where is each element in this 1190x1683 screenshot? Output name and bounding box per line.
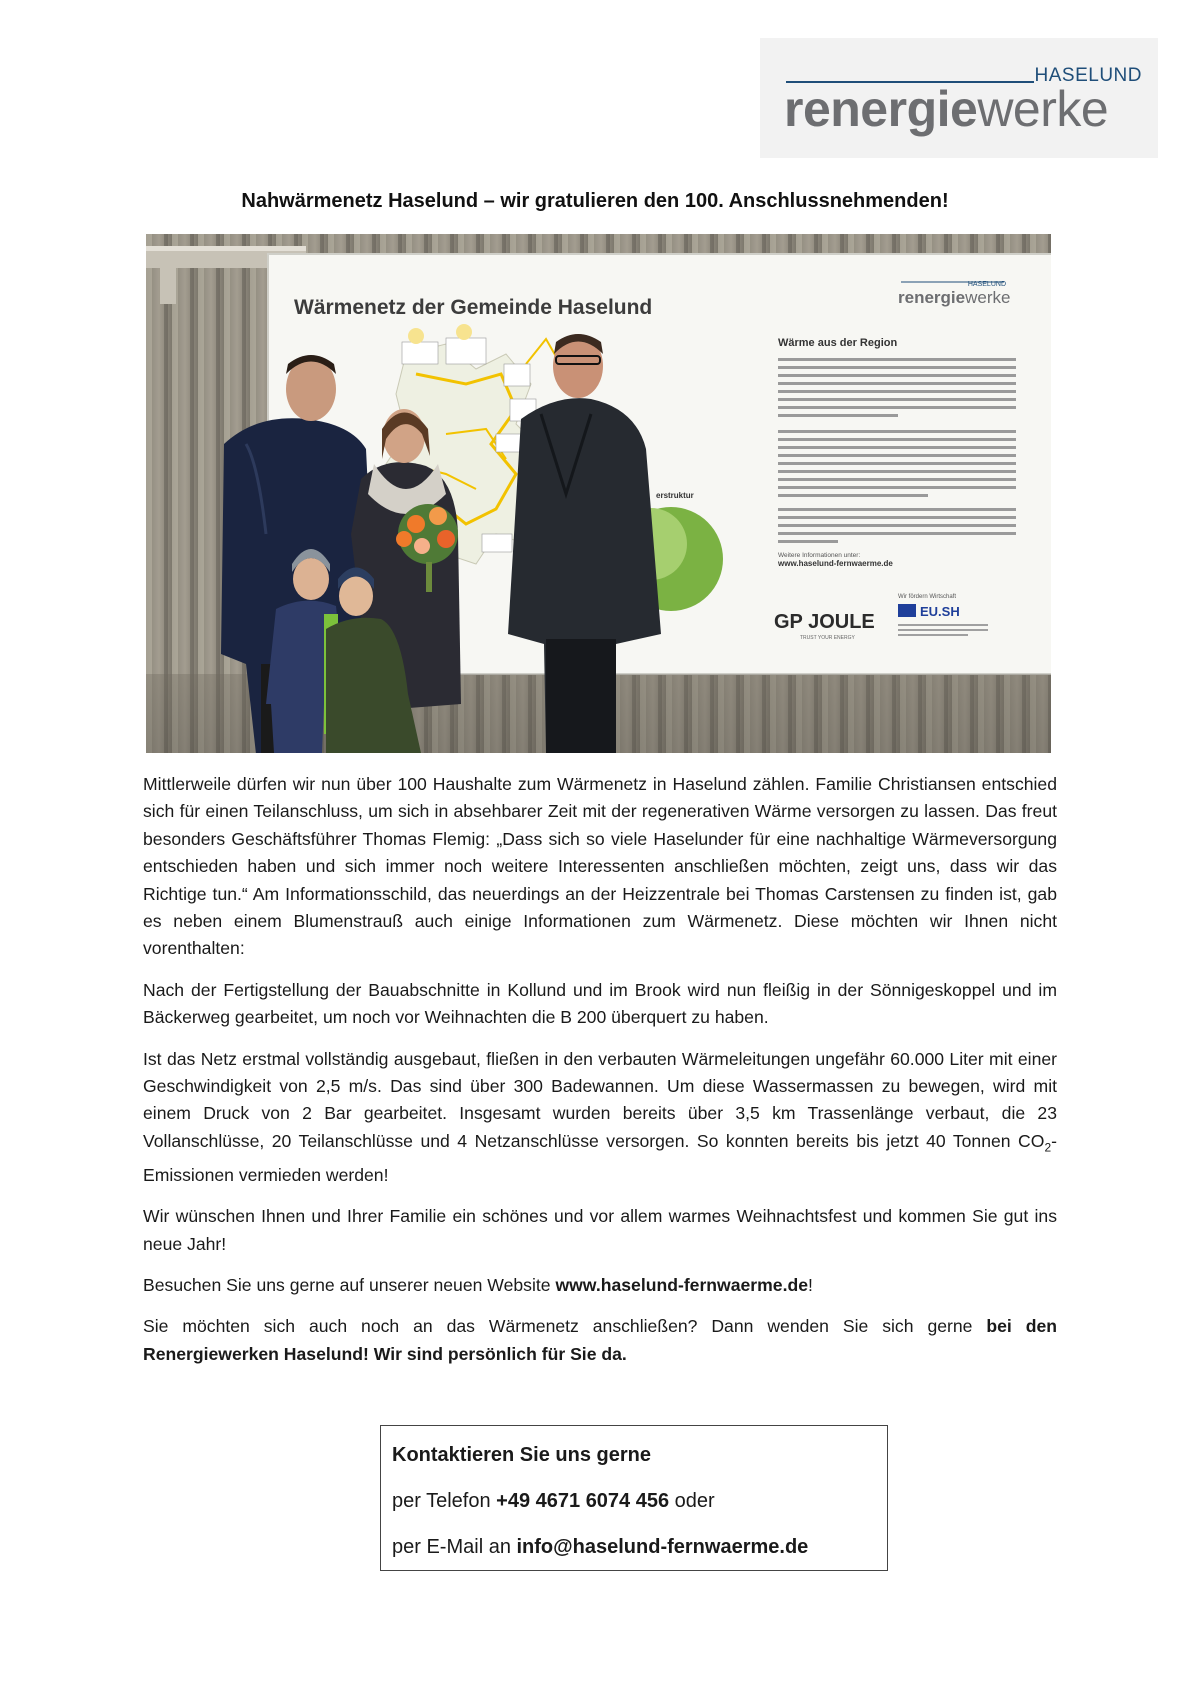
paragraph-greetings: Wir wünschen Ihnen und Ihrer Familie ein schönes und vor allem warmes Weihnachtsfest und kommen Sie gut ins neue Jahr!: [143, 1206, 1057, 1254]
contact-heading: Kontaktieren Sie uns gerne: [392, 1444, 651, 1466]
sign-web-label: Weitere Informationen unter:: [778, 552, 861, 559]
network-facts-text: Ist das Netz erstmal vollständig ausgebaut, fließen in den verbauten Wärmeleitungen ungefähr 60.000 Liter mit einer Geschwindigkeit von 2,5 m/s. Das sind über 300 Badewannen. Um diese Wassermassen zu bewegen, wird mit einem Druck von 2 Bar gearbeitet. Insgesamt wurden bereits über 3,5 km Trassenlänge verbaut, die 23 Vollanschlüsse, 20 Teilanschlüsse und 4 Netzanschlüsse versorgen. So konnten bereits bis jetzt 40 Tonnen CO: [143, 1048, 1057, 1151]
contact-box: [380, 1425, 888, 1571]
page-title: Nahwärmenetz Haselund – wir gratulieren den 100. Anschlussnehmenden!: [241, 190, 949, 212]
paragraph-intro: Mittlerweile dürfen wir nun über 100 Haushalte zum Wärmenetz in Haselund zählen. Familie Christiansen entschied sich für einen Teilanschluss, um sich in absehbarer Zeit mit der regenerativen Wärme versorgen zu lassen. Das freut besonders Geschäftsführer Thomas Flemig: „Dass sich so viele Haselunder für eine nachhaltige Wärmeversorgung entschieden haben und sich immer noch weitere Interessenten anschließen möchten, zeigt uns, dass wir das Richtige tun.“ Am Informationsschild, das neuerdings an der Heizzentrale bei Thomas Carstensen zu finden ist, gab es neben einem Blumenstrauß auch einige Informationen zum Wärmenetz. Diese möchten wir Ihnen nicht vorenthalten:: [143, 774, 1057, 959]
paragraph-construction: Nach der Fertigstellung der Bauabschnitte in Kollund und im Brook wird nun fleißig in der Sönnigeskoppel und im Bäckerweg gearbeitet, um noch vor Weihnachten die B 200 überquert zu haben.: [143, 979, 1057, 1028]
sponsor-eush: EU.SH: [920, 604, 960, 619]
logo-name: [784, 81, 1109, 137]
sign-heading: Wärme aus der Region: [778, 337, 898, 349]
join-text: Sie möchten sich auch noch an das Wärmenetz anschließen? Dann wenden Sie sich gerne: [143, 1316, 987, 1337]
logo-name-bold: renergie: [784, 81, 978, 137]
contact-email[interactable]: info@haselund-fernwaerme.de: [516, 1536, 809, 1558]
join-bold-text: bei den Renergiewerken Haselund! Wir sind persönlich für Sie da.: [143, 1316, 1057, 1364]
network-facts-text-end: -Emissionen vermieden werden!: [143, 1130, 1057, 1185]
sign-logo-bold: renergie: [898, 288, 966, 307]
svg-text:renergiewerke: [898, 288, 1010, 307]
sign-logo-light: werke: [965, 288, 1011, 307]
company-logo: [760, 38, 1158, 158]
contact-email-line: per E-Mail an info@haselund-fernwaerme.de: [392, 1536, 809, 1558]
contact-phone[interactable]: +49 4671 6074 456: [496, 1490, 670, 1512]
sign-infra-label: erstruktur: [656, 491, 694, 500]
sign-web: www.haselund-fernwaerme.de: [778, 559, 893, 568]
co2-subscript: 2: [1044, 1140, 1052, 1155]
website-link[interactable]: www.haselund-fernwaerme.de: [555, 1275, 809, 1296]
photo-family-at-sign: [146, 234, 1051, 753]
sponsor-gp-joule-tag: TRUST YOUR ENERGY: [800, 635, 855, 641]
contact-phone-line: per Telefon +49 4671 6074 456 oder: [392, 1490, 715, 1512]
website-intro: Besuchen Sie uns gerne auf unserer neuen Website: [143, 1275, 556, 1296]
sponsor-eush-label: Wir fördern Wirtschaft: [898, 594, 957, 600]
paragraph-join: [143, 1313, 1057, 1368]
logo-city: HASELUND: [1034, 65, 1142, 86]
sponsor-gp-joule: GP JOULE: [774, 611, 875, 633]
paragraph-network-facts: [143, 1046, 1057, 1190]
website-end: !: [808, 1275, 813, 1296]
article-body: [143, 771, 1057, 1382]
paragraph-website: [143, 1272, 1057, 1299]
logo-name-light: werke: [977, 81, 1109, 137]
sign-logo-city: HASELUND: [967, 281, 1006, 288]
sign-title: Wärmenetz der Gemeinde Haselund: [294, 296, 653, 319]
